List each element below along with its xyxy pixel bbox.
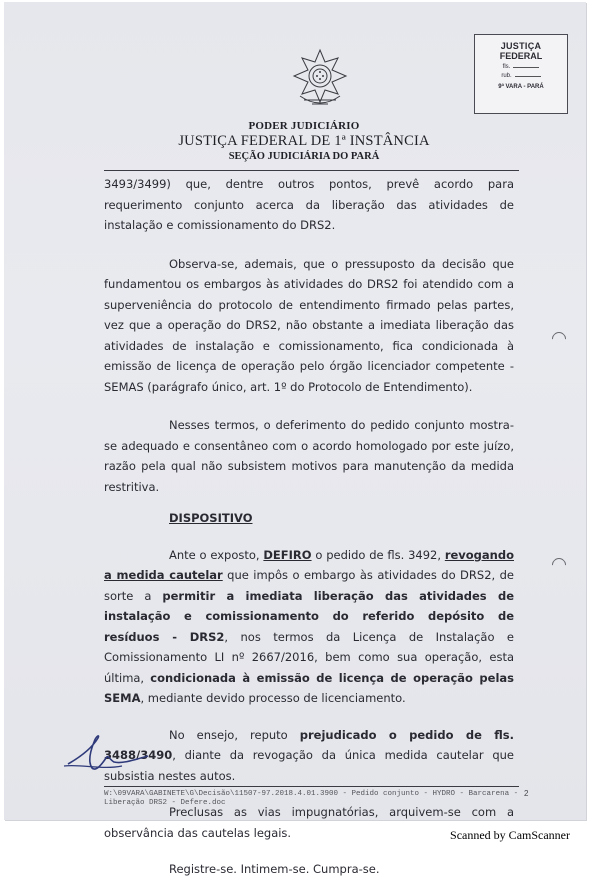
permitir-term: permitir a imediata liberação das atividades de instalação e comissionamento do referido depósito de resíduos - DRS2 [104, 588, 515, 644]
stamp-title-line2: FEDERAL [499, 51, 543, 61]
p4-part-a: Ante o exposto, [169, 547, 264, 562]
protocol-stamp [474, 34, 568, 114]
p5-part-a: No ensejo, reputo [169, 727, 300, 742]
coat-of-arms-emblem [290, 48, 350, 112]
punch-hole-lower [549, 555, 569, 575]
paragraph-decision [104, 545, 514, 709]
document-body [104, 174, 514, 880]
stamp-vara: 9ª VARA - PARÁ [498, 84, 544, 90]
deferido-term: DEFIRO [263, 547, 312, 562]
paragraph-continuation: 3493/3499) que, dentre outros pontos, prevê acordo para requerimento conjunto acerca da liberação das atividades de instalação e comissionamento do DRS2. [104, 177, 514, 232]
p4-part-g: , nos termos da Licença de Instalação e Comissionamento LI nº 2667/2016, bem como sua operação, esta última, [104, 629, 515, 685]
footer-divider [104, 786, 519, 787]
dispositivo-heading: DISPOSITIVO [169, 511, 253, 525]
paragraph-ensejo [104, 725, 514, 787]
p4-part-e: que impôs o embargo às atividades do DRS2, de sorte a [104, 568, 514, 603]
paragraph-preclusas: Preclusas as vias impugnatórias, arquivem-se com a observância das cautelas legais. [104, 805, 514, 840]
header-justica: JUSTIÇA FEDERAL DE 1ª INSTÂNCIA [178, 133, 430, 149]
header-poder: PODER JUDICIÁRIO [248, 120, 360, 132]
prejudicado-term: prejudicado o pedido de fls. 3488/3490 [104, 727, 514, 762]
condicionada-term: condicionada à emissão de licença de operação pelas SEMA [104, 670, 514, 705]
stamp-rub-line [475, 73, 567, 79]
paragraph-observa: Observa-se, ademais, que o pressuposto da decisão que fundamentou os embargos às atividades do DRS2 foi atendido com a superveniência do protocolo de entendimento firmado pelas partes, vez que a operação do DRS2, não obstante a imediata liberação das atividades de instalação e comissionamento, fica condicionada à emissão de licença de operação pelo órgão licenciador competente - SEMAS (parágrafo único, art. 1º do Protocolo de Entendimento). [104, 256, 514, 394]
stamp-fls-line [475, 64, 567, 70]
p4-part-c: o pedido de fls. 3492, [311, 547, 445, 562]
dispositivo-heading-row [104, 508, 514, 529]
stamp-fls-label: fls. [502, 64, 511, 70]
revogando-term: revogando a medida cautelar [104, 547, 514, 582]
punch-hole-upper [549, 329, 569, 349]
stamp-title-line1: JUSTIÇA [500, 41, 542, 51]
page-number: 2 [524, 789, 529, 798]
footer-file-path: W:\09VARA\GABINETE\G\Decisão\11507-97.2018.4.01.3900 - Pedido conjunto - HYDRO - Barcarena - Liberação DRS2 - Defere.doc [104, 790, 519, 807]
paragraph-nesses-termos: Nesses termos, o deferimento do pedido conjunto mostra-se adequado e consentâneo com o acordo homologado por este juízo, razão pela qual não subsistem motivos para manutenção da medida restritiva. [104, 418, 514, 494]
p5-part-c: , diante da revogação da única medida cautelar que subsistia nestes autos. [104, 748, 514, 783]
header-divider [104, 170, 519, 171]
p4-part-i: , mediante devido processo de licenciamento. [140, 691, 406, 705]
header-secao: SEÇÃO JUDICIÁRIA DO PARÁ [228, 151, 380, 162]
scanner-watermark: Scanned by CamScanner [450, 828, 570, 842]
handwritten-signature [62, 730, 152, 776]
stamp-rub-label: rub. [501, 73, 512, 79]
paragraph-registre: Registre-se. Intimem-se. Cumpra-se. [169, 862, 380, 876]
court-header [4, 120, 600, 162]
